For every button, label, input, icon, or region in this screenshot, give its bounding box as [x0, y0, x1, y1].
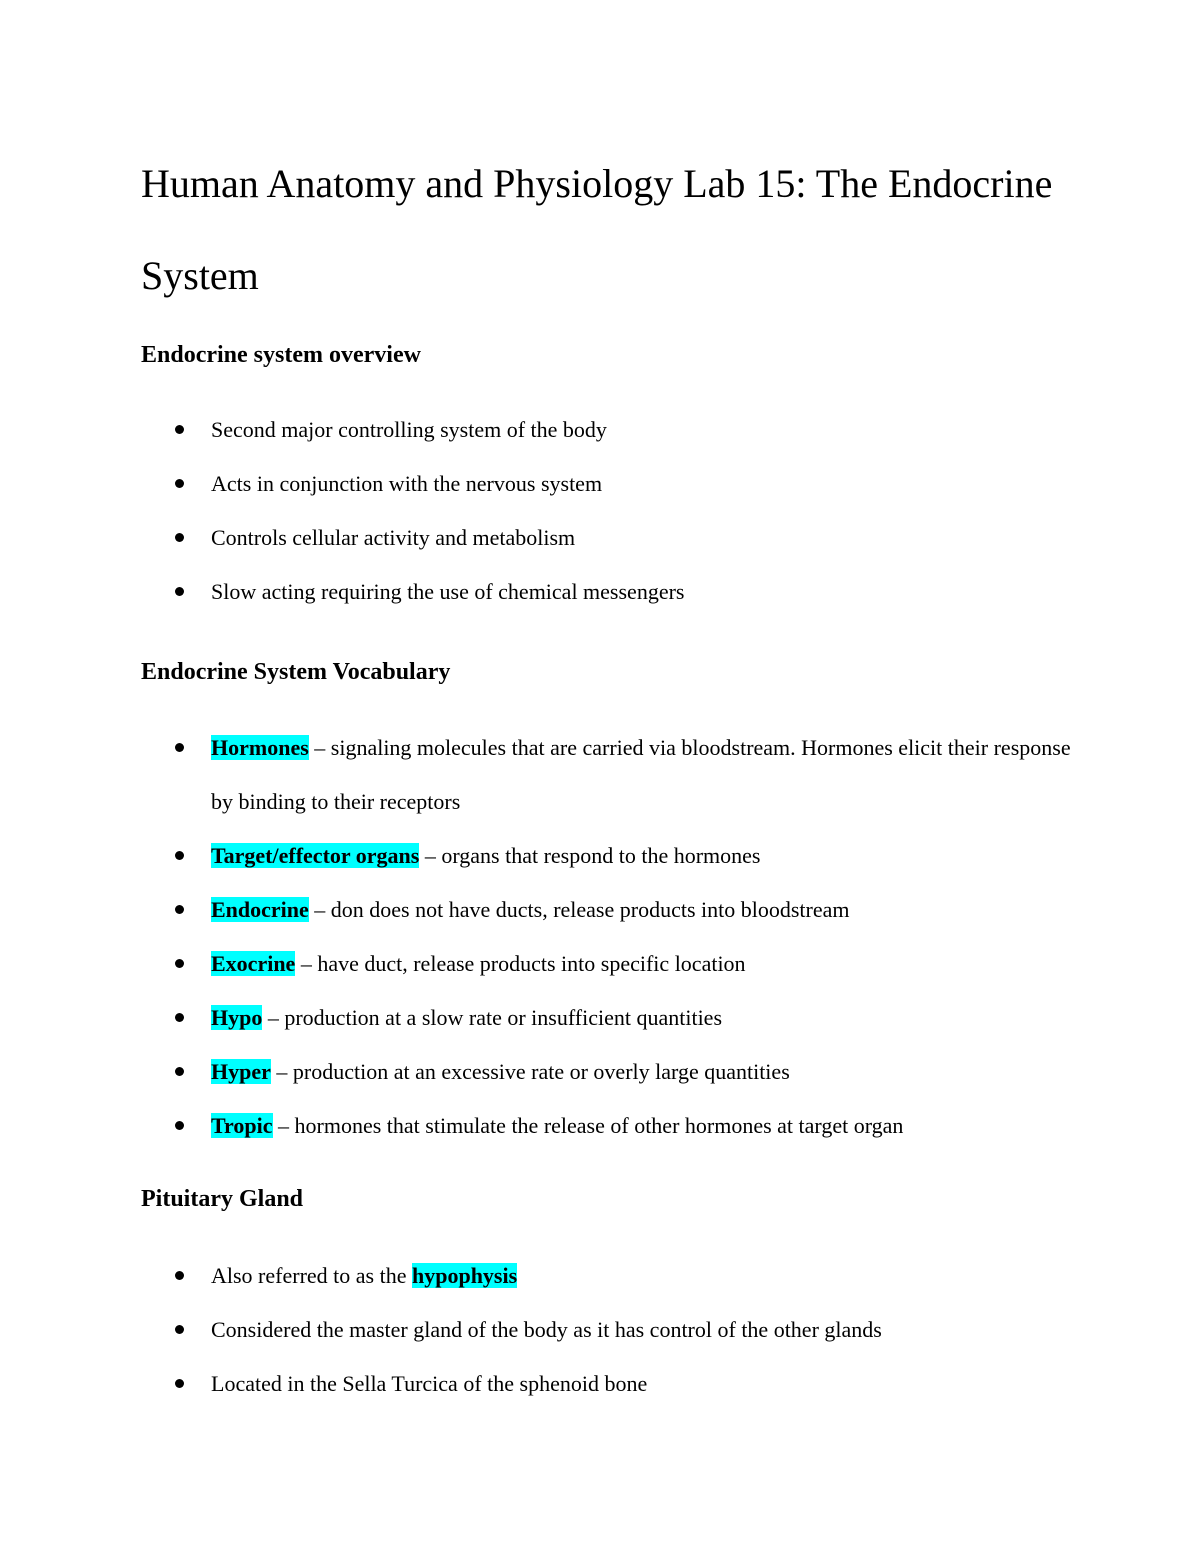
bullet-icon — [175, 905, 184, 914]
vocab-definition: – production at a slow rate or insufficient quantities — [262, 1005, 723, 1030]
vocab-definition: – signaling molecules that are carried via bloodstream. Hormones elicit their response by binding to their receptors — [211, 735, 1071, 814]
pituitary-list — [0, 1249, 1200, 1411]
vocab-item-hyper — [0, 1045, 1071, 1099]
vocab-term: Endocrine — [211, 897, 309, 922]
list-item: Also referred to as the hypophysis — [0, 1249, 1071, 1303]
bullet-icon — [175, 1271, 184, 1280]
bullet-icon — [175, 1121, 184, 1130]
vocabulary-list — [0, 721, 1200, 1153]
vocab-item-target-organs — [0, 829, 1071, 883]
bullet-icon — [175, 1013, 184, 1022]
document-title: Human Anatomy and Physiology Lab 15: The Endocrine System — [141, 161, 1053, 298]
highlighted-term: hypophysis — [411, 1263, 518, 1288]
vocab-term: Hyper — [211, 1059, 271, 1084]
bullet-icon — [175, 425, 184, 434]
section-heading-vocabulary: Endocrine System Vocabulary — [141, 659, 451, 685]
vocab-term: Hypo — [211, 1005, 263, 1030]
bullet-icon — [175, 959, 184, 968]
list-item: Second major controlling system of the body — [0, 403, 1071, 457]
bullet-icon — [175, 851, 184, 860]
vocab-term: Hormones — [211, 735, 309, 760]
bullet-icon — [175, 1325, 184, 1334]
list-item: Controls cellular activity and metabolism — [0, 511, 1071, 565]
section-heading-overview: Endocrine system overview — [141, 342, 421, 368]
vocab-definition: – production at an excessive rate or overly large quantities — [270, 1059, 790, 1084]
bullet-icon — [175, 1067, 184, 1076]
vocab-term: Tropic — [211, 1113, 273, 1138]
list-item: Acts in conjunction with the nervous system — [0, 457, 1071, 511]
overview-list — [0, 403, 1200, 619]
vocab-item-endocrine — [0, 883, 1071, 937]
bullet-icon — [175, 587, 184, 596]
section-heading-pituitary: Pituitary Gland — [141, 1186, 304, 1212]
vocab-definition: – organs that respond to the hormones — [419, 843, 761, 868]
bullet-icon — [175, 1379, 184, 1388]
vocab-term: Exocrine — [211, 951, 296, 976]
bullet-icon — [175, 479, 184, 488]
bullet-icon — [175, 743, 184, 752]
vocab-item-hormones — [0, 721, 1071, 829]
vocab-definition: – hormones that stimulate the release of other hormones at target organ — [272, 1113, 904, 1138]
list-item: Slow acting requiring the use of chemical messengers — [0, 565, 1071, 619]
list-item: Located in the Sella Turcica of the sphenoid bone — [0, 1357, 1071, 1411]
list-item: Considered the master gland of the body as it has control of the other glands — [0, 1303, 1071, 1357]
vocab-item-hypo — [0, 991, 1071, 1045]
bullet-icon — [175, 533, 184, 542]
vocab-definition: – don does not have ducts, release products into bloodstream — [308, 897, 850, 922]
vocab-definition: – have duct, release products into specific location — [295, 951, 746, 976]
vocab-item-tropic — [0, 1099, 1071, 1153]
vocab-item-exocrine — [0, 937, 1071, 991]
vocab-term: Target/effector organs — [211, 843, 420, 868]
